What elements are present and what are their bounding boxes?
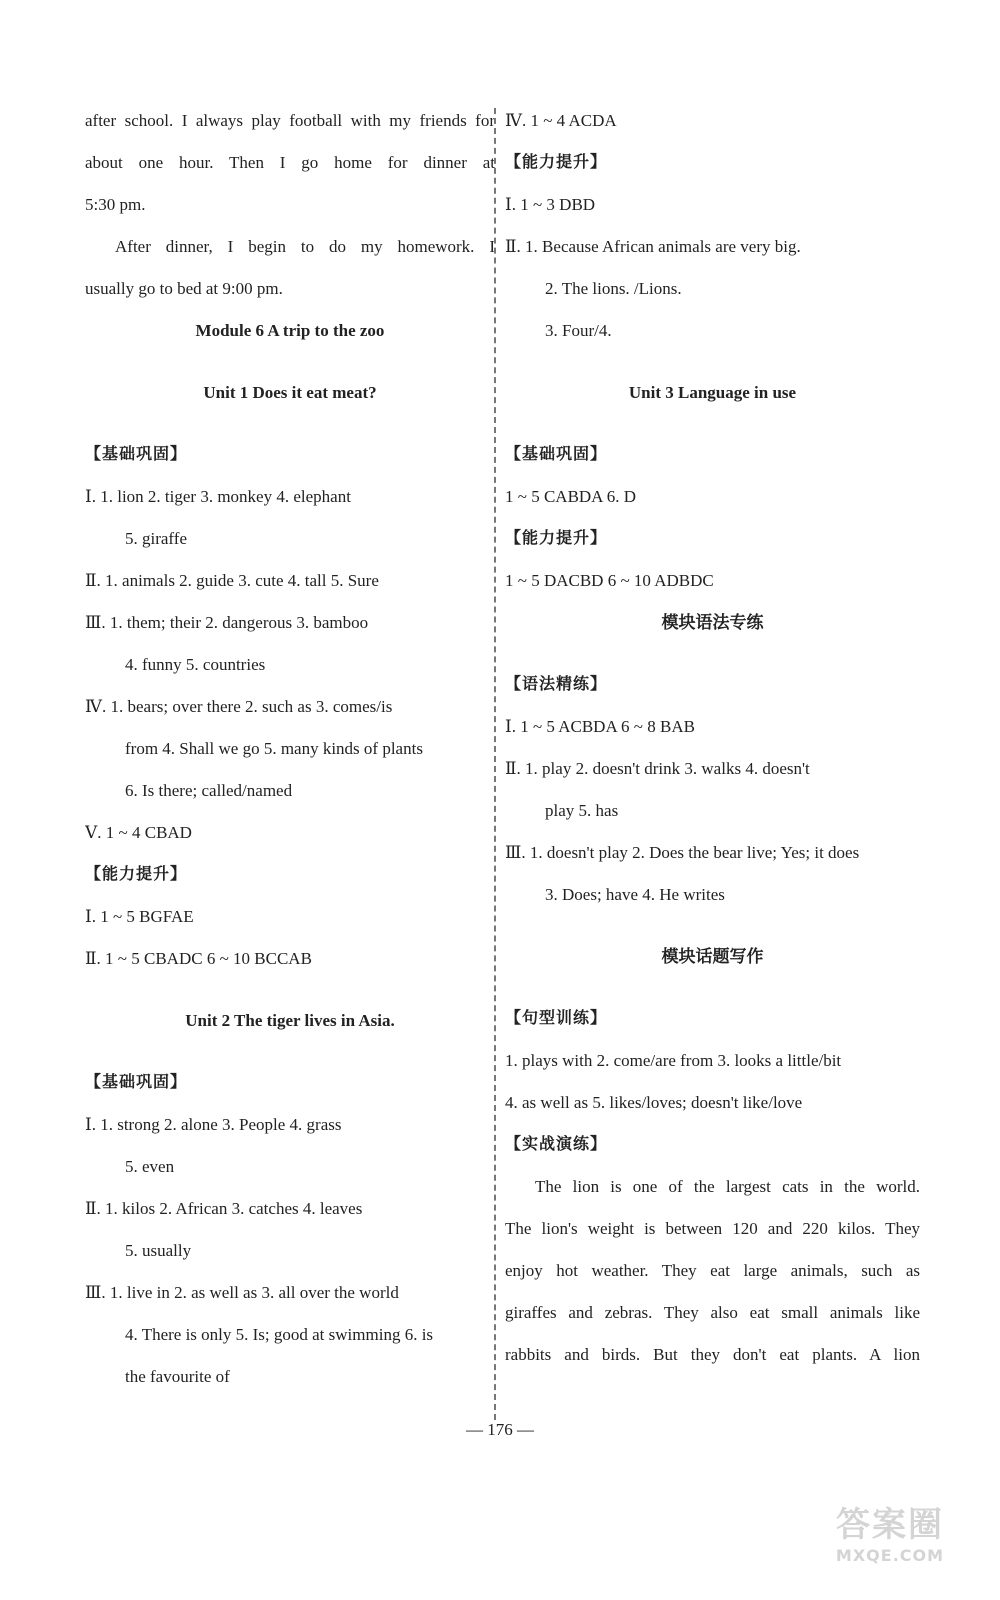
column-divider	[494, 108, 496, 1420]
section-heading: 【语法精练】	[505, 676, 608, 693]
answer-line: Ⅰ. 1. strong 2. alone 3. People 4. grass	[85, 1115, 342, 1134]
watermark-url: MXQE.COM	[835, 1546, 945, 1565]
answer-line: 4. There is only 5. Is; good at swimming 6. is	[125, 1325, 434, 1344]
section-title: Unit 1 Does it eat meat?	[203, 383, 377, 402]
watermark-logo	[805, 1505, 975, 1575]
answer-line: 3. Four/4.	[545, 321, 612, 340]
paragraph-line: The lion's weight is between 120 and 220 kilos. They	[505, 1219, 920, 1238]
answer-line: Ⅱ. 1 ~ 5 CBADC 6 ~ 10 BCCAB	[85, 949, 312, 968]
answer-line: play 5. has	[545, 801, 619, 820]
answer-line: Ⅲ. 1. them; their 2. dangerous 3. bamboo	[85, 613, 369, 632]
spacer	[85, 352, 495, 372]
answer-line: 1. plays with 2. come/are from 3. looks a little/bit	[505, 1051, 842, 1070]
spacer	[505, 916, 920, 936]
spacer	[85, 414, 495, 434]
section-title: 模块话题写作	[661, 947, 764, 966]
section-heading: 【实战演练】	[505, 1136, 608, 1153]
page-number: — 176 —	[466, 1420, 534, 1439]
spacer	[85, 980, 495, 1000]
spacer	[505, 352, 920, 372]
answer-line: Ⅱ. 1. animals 2. guide 3. cute 4. tall 5. Sure	[85, 571, 379, 590]
paragraph-line: rabbits and birds. But they don't eat plants. A lion	[505, 1345, 920, 1364]
answer-line: 6. Is there; called/named	[125, 781, 293, 800]
section-heading: 【基础巩固】	[85, 1074, 188, 1091]
section-heading: 【能力提升】	[85, 866, 188, 883]
left-column	[85, 100, 495, 1398]
paragraph-line: 5:30 pm.	[85, 195, 146, 214]
section-title: Module 6 A trip to the zoo	[195, 321, 385, 340]
right-column	[505, 100, 920, 1376]
paragraph-line: The lion is one of the largest cats in the world.	[535, 1177, 920, 1196]
answer-line: 5. giraffe	[125, 529, 187, 548]
answer-line: Ⅱ. 1. kilos 2. African 3. catches 4. leaves	[85, 1199, 363, 1218]
paragraph-line: about one hour. Then I go home for dinner at	[85, 153, 495, 172]
section-title: Unit 3 Language in use	[628, 383, 797, 402]
section-heading: 【基础巩固】	[505, 446, 608, 463]
paragraph-line: usually go to bed at 9:00 pm.	[85, 279, 283, 298]
answer-line: from 4. Shall we go 5. many kinds of plants	[125, 739, 423, 758]
section-heading: 【基础巩固】	[85, 446, 188, 463]
section-heading: 【能力提升】	[505, 530, 608, 547]
spacer	[85, 1042, 495, 1062]
section-heading: 【能力提升】	[505, 154, 608, 171]
section-title: 模块语法专练	[661, 613, 764, 632]
answer-line: Ⅳ. 1. bears; over there 2. such as 3. comes/is	[85, 697, 393, 716]
answer-line: 4. funny 5. countries	[125, 655, 266, 674]
spacer	[505, 414, 920, 434]
paragraph-line: giraffes and zebras. They also eat small animals like	[505, 1303, 920, 1322]
answer-line: 2. The lions. /Lions.	[545, 279, 682, 298]
answer-line: Ⅰ. 1 ~ 5 BGFAE	[85, 907, 194, 926]
answer-line: Ⅲ. 1. live in 2. as well as 3. all over the world	[85, 1283, 399, 1302]
answer-line: Ⅰ. 1 ~ 3 DBD	[505, 195, 596, 214]
paragraph-line: After dinner, I begin to do my homework. I	[115, 237, 495, 256]
spacer	[505, 644, 920, 664]
spacer	[505, 978, 920, 998]
answer-line: 1 ~ 5 DACBD 6 ~ 10 ADBDC	[505, 571, 714, 590]
answer-line: 5. even	[125, 1157, 175, 1176]
answer-line: 3. Does; have 4. He writes	[545, 885, 725, 904]
answer-line: the favourite of	[125, 1367, 230, 1386]
answer-line: 1 ~ 5 CABDA 6. D	[505, 487, 637, 506]
paragraph-line: after school. I always play football with my friends for	[85, 111, 495, 130]
answer-line: Ⅱ. 1. play 2. doesn't drink 3. walks 4. doesn't	[505, 759, 810, 778]
paragraph-line: enjoy hot weather. They eat large animals, such as	[505, 1261, 920, 1280]
section-title: Unit 2 The tiger lives in Asia.	[185, 1011, 395, 1030]
answer-line: 5. usually	[125, 1241, 192, 1260]
answer-line: 4. as well as 5. likes/loves; doesn't like/love	[505, 1093, 803, 1112]
answer-line: Ⅴ. 1 ~ 4 CBAD	[85, 823, 192, 842]
answer-line: Ⅰ. 1 ~ 5 ACBDA 6 ~ 8 BAB	[505, 717, 695, 736]
section-heading: 【句型训练】	[505, 1010, 608, 1027]
answer-line: Ⅲ. 1. doesn't play 2. Does the bear live; Yes; it does	[505, 843, 860, 862]
answer-line: Ⅱ. 1. Because African animals are very big.	[505, 237, 801, 256]
watermark-title: 答案圈	[836, 1505, 944, 1545]
answer-line: Ⅳ. 1 ~ 4 ACDA	[505, 111, 617, 130]
answer-line: Ⅰ. 1. lion 2. tiger 3. monkey 4. elephant	[85, 487, 351, 506]
